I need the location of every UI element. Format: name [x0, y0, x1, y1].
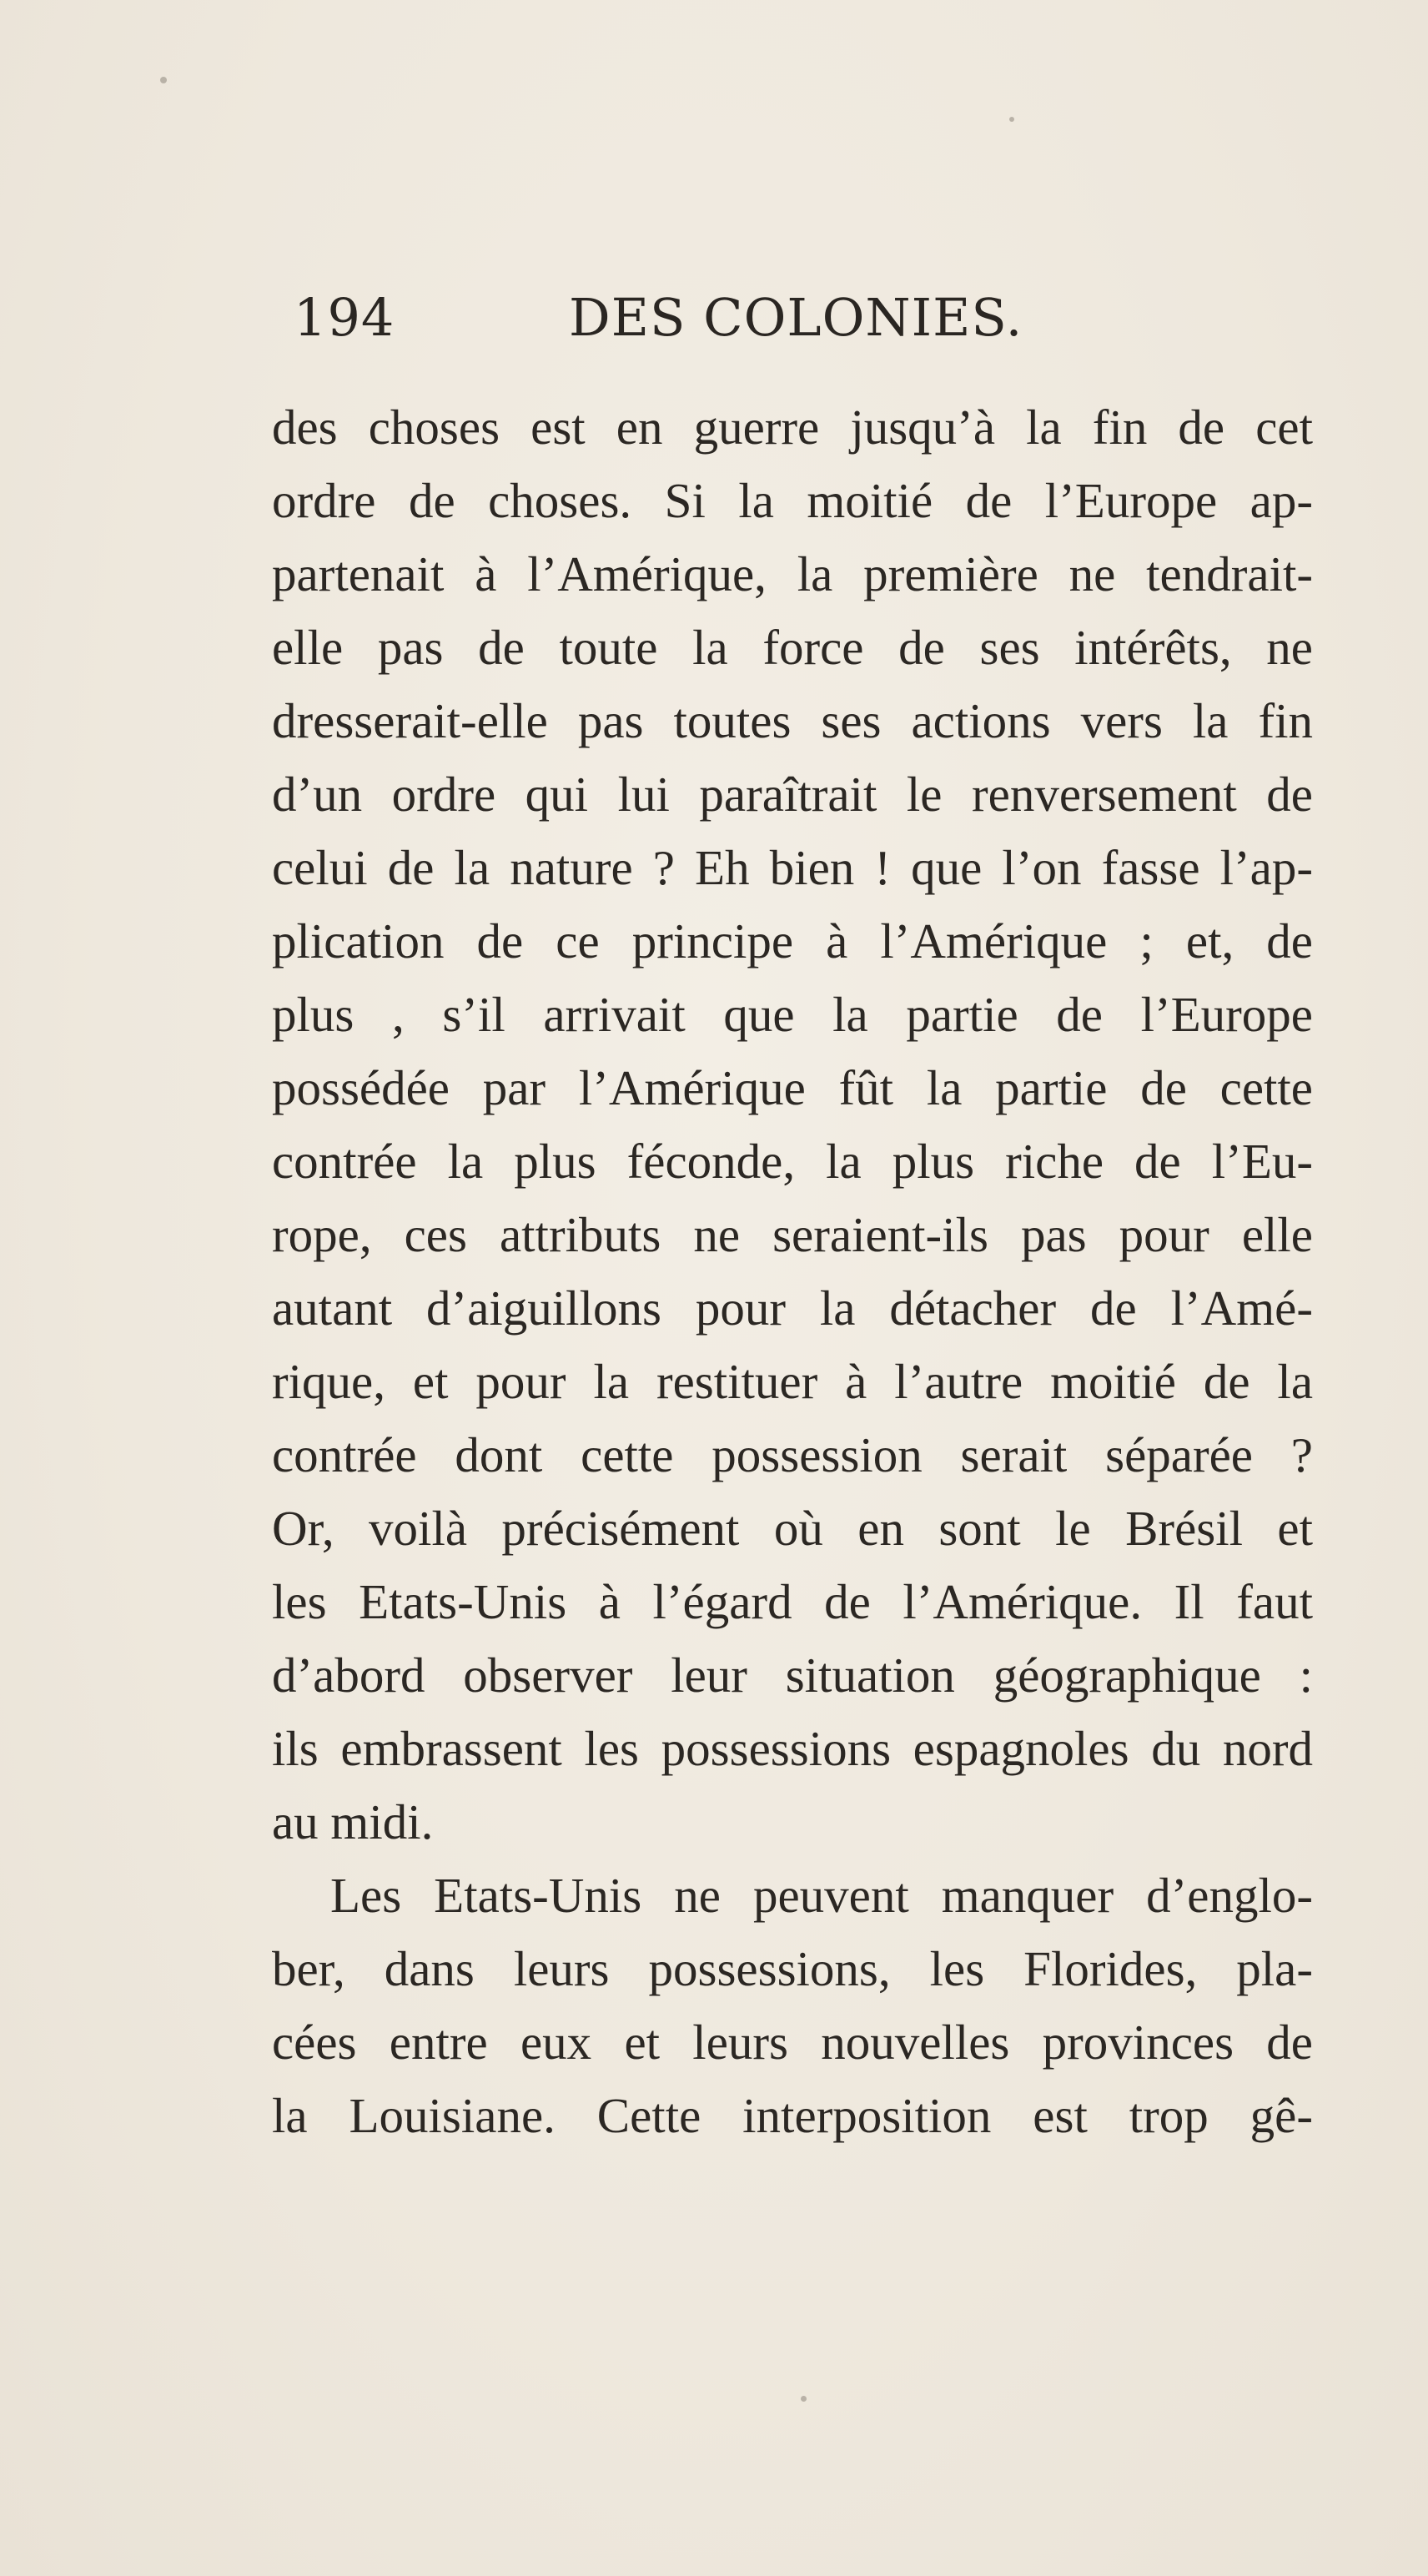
- page-header: [294, 280, 1303, 355]
- text-line: Les Etats-Unis ne peuvent manquer d’englo-: [330, 1868, 1313, 1923]
- paper-speck: [801, 2396, 807, 2402]
- text-line: dresserait-elle pas toutes ses actions vers la fin: [272, 693, 1313, 748]
- text-line: plication de ce principe à l’Amérique ; et, de: [272, 913, 1313, 969]
- text-line: la Louisiane. Cette interposition est trop gê-: [272, 2088, 1313, 2143]
- paper-speck: [160, 77, 167, 83]
- text-line: contrée dont cette possession serait séparée ?: [272, 1427, 1313, 1482]
- text-line: ils embrassent les possessions espagnoles du nord: [272, 1721, 1313, 1776]
- text-line: possédée par l’Amérique fût la partie de cette: [272, 1060, 1313, 1115]
- text-line: au midi.: [272, 1794, 434, 1849]
- text-line: rope, ces attributs ne seraient-ils pas pour elle: [272, 1207, 1313, 1262]
- text-line: elle pas de toute la force de ses intérêts, ne: [272, 620, 1313, 675]
- body-text: [272, 390, 1313, 2152]
- text-line: plus , s’il arrivait que la partie de l’Europe: [272, 987, 1313, 1042]
- paragraph-2: [272, 1859, 1313, 2152]
- text-line: les Etats-Unis à l’égard de l’Amérique. Il faut: [272, 1574, 1313, 1629]
- paragraph-1: [272, 390, 1313, 1859]
- text-line: d’un ordre qui lui paraîtrait le renversement de: [272, 767, 1313, 822]
- text-line: partenait à l’Amérique, la première ne tendrait-: [272, 546, 1313, 601]
- text-line: celui de la nature ? Eh bien ! que l’on fasse l’ap-: [272, 840, 1313, 895]
- text-line: ber, dans leurs possessions, les Florides, pla-: [272, 1941, 1313, 1996]
- text-line: cées entre eux et leurs nouvelles provinces de: [272, 2015, 1313, 2070]
- text-line: rique, et pour la restituer à l’autre moitié de la: [272, 1354, 1313, 1409]
- text-line: contrée la plus féconde, la plus riche de l’Eu-: [272, 1134, 1313, 1189]
- paper-speck: [1009, 117, 1014, 122]
- text-line: d’abord observer leur situation géographique :: [272, 1648, 1313, 1703]
- text-line: des choses est en guerre jusqu’à la fin de cet: [272, 400, 1313, 455]
- text-line: autant d’aiguillons pour la détacher de l’Amé-: [272, 1280, 1313, 1336]
- page-number: 194: [294, 287, 395, 348]
- running-title: DES COLONIES.: [569, 287, 1023, 348]
- text-line: ordre de choses. Si la moitié de l’Europe ap-: [272, 473, 1313, 528]
- text-line: Or, voilà précisément où en sont le Brésil et: [272, 1501, 1313, 1556]
